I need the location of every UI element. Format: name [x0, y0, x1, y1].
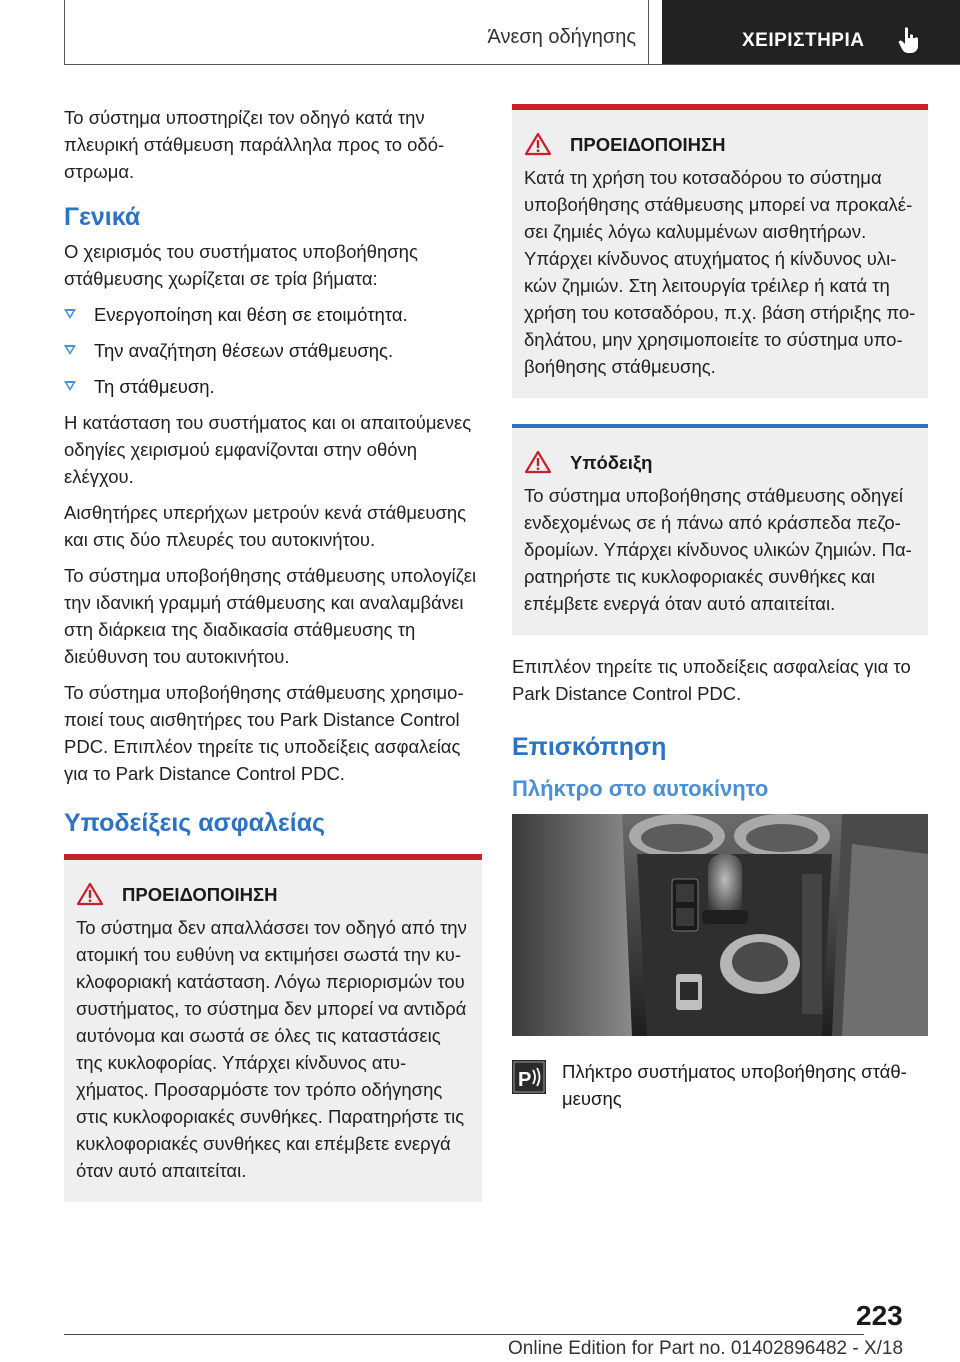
- right-column: [512, 104, 928, 1112]
- park-assist-button-icon: [512, 1060, 546, 1094]
- warning-triangle-icon: [76, 882, 104, 906]
- header-separator: [648, 0, 649, 64]
- intro-paragraph: Το σύστημα υποστηρίζει τον οδηγό κατά την πλευρική στάθμευση παράλληλα προς το οδόστρωμα.: [64, 107, 445, 182]
- header-bottom-rule: [64, 64, 960, 65]
- footer-edition: Online Edition for Part no. 01402896482 - X/18: [508, 1338, 904, 1359]
- after-note-paragraph: Επιπλέον τηρείτε τις υποδείξεις ασφαλείας για το Park Distance Control PDC.: [512, 656, 911, 704]
- warning-triangle-icon: [524, 450, 552, 474]
- warning-text: Κατά τη χρήση του κοτσαδόρου το σύστημα υποβοήθησης στάθμευσης μπορεί να προκαλέσει ζημιές λόγω καλυμμένων αισθητήρων. Υπάρχει κίνδυνος ατυχήματος ή κίνδυνος υλικών ζημιών. Στη λειτουργία τρέιλερ ή κατά τη χρήση του κοτσαδόρου, π.χ. βάση στήριξης ποδηλάτου, μην χρησιμοποιείτε το σύστημα υποβοήθησης στάθμευσης.: [524, 167, 916, 377]
- warning-text: Το σύστημα δεν απαλλάσσει τον οδηγό από την ατομική του ευθύνη να εκτιμήσει σωστά την κυκλοφοριακή κατάσταση. Λόγω περιορισμών του συστήματος, το σύστημα δεν μπορεί να αντιδρά αυτόνομα και σωστά σε όλες τις καταστάσεις της κυκλοφορίας. Υπάρχει κίνδυνος ατυχήματος. Προσαρμόστε τον τρόπο οδήγησης στις κυκλοφοριακές συνθήκες. Παρατηρήστε τις κυκλοφοριακές συνθήκες και επέμβετε ενεργά όταν αυτό απαιτείται.: [76, 917, 467, 1181]
- list-item: [64, 337, 482, 364]
- general-heading: Γενικά: [64, 203, 141, 231]
- steps-list: [64, 301, 482, 400]
- warning-title: [524, 132, 916, 158]
- page-number: 223: [856, 1300, 903, 1331]
- page-header: [0, 0, 960, 66]
- note-box: [512, 424, 928, 635]
- general-paragraph-4: Το σύστημα υποβοήθησης στάθμευσης υπολογίζει την ιδανική γραμμή στάθμευσης και αναλαμβάνει στη διάρκεια της διαδικασία στάθμευσης τη διεύθυνση του αυτοκινήτου.: [64, 565, 477, 667]
- center-console-photo: [512, 814, 928, 1036]
- step-text: Ενεργοποίηση και θέση σε ετοιμότητα.: [94, 304, 408, 325]
- note-title: [524, 450, 916, 476]
- bullet-triangle-icon: [64, 309, 76, 319]
- footer-rule: [64, 1334, 864, 1335]
- header-section-title: Άνεση οδήγησης: [487, 26, 636, 48]
- left-column: [64, 104, 482, 1216]
- pointing-hand-icon: [897, 26, 921, 54]
- warning-triangle-icon: [524, 132, 552, 156]
- general-paragraph-5: Το σύστημα υποβοήθησης στάθμευσης χρησιμοποιεί τους αισθητήρες του Park Distance Control PDC. Επιπλέον τηρείτε τις υποδείξεις ασφαλείας για το Park Distance Control PDC.: [64, 682, 464, 784]
- warning-title-text: ΠΡΟΕΙΔΟΠΟΙΗΣΗ: [570, 134, 726, 155]
- bullet-triangle-icon: [64, 345, 76, 355]
- warning-box: [64, 854, 482, 1202]
- overview-heading: Επισκόπηση: [512, 733, 667, 761]
- header-chapter-tab: [662, 0, 960, 64]
- bullet-triangle-icon: [64, 381, 76, 391]
- note-title-text: Υπόδειξη: [570, 452, 653, 473]
- header-chapter-label: ΧΕΙΡΙΣΤΗΡΙΑ: [742, 30, 865, 51]
- caption-text: Πλήκτρο συστήματος υποβοήθησης στάθμευσης: [562, 1061, 907, 1109]
- photo-caption: [512, 1058, 928, 1112]
- center-console-image: [512, 814, 928, 1036]
- general-paragraph-2: Η κατάσταση του συστήματος και οι απαιτούμενες οδηγίες χειρισμού εμφανίζονται στην οθόνη ελέγχου.: [64, 412, 472, 487]
- safety-heading: Υποδείξεις ασφαλείας: [64, 809, 326, 837]
- note-text: Το σύστημα υποβοήθησης στάθμευσης οδηγεί ενδεχομένως σε ή πάνω από κράσπεδα πεζοδρομίων. Υπάρχει κίνδυνος υλικών ζημιών. Παρατηρήστε τις κυκλοφοριακές συνθήκες και επέμβετε ενεργά όταν αυτό απαιτείται.: [524, 485, 912, 614]
- list-item: [64, 373, 482, 400]
- general-paragraph-3: Αισθητήρες υπερήχων μετρούν κενά στάθμευσης και στις δύο πλευρές του αυτοκινήτου.: [64, 502, 467, 550]
- header-left-rule: [64, 0, 65, 64]
- general-paragraph-1: Ο χειρισμός του συστήματος υποβοήθησης στάθμευσης χωρίζεται σε τρία βήματα:: [64, 241, 418, 289]
- step-text: Τη στάθμευση.: [94, 376, 215, 397]
- svg-text:P: P: [518, 1069, 532, 1091]
- warning-title-text: ΠΡΟΕΙΔΟΠΟΙΗΣΗ: [122, 884, 278, 905]
- warning-title: [76, 882, 470, 908]
- list-item: [64, 301, 482, 328]
- step-text: Την αναζήτηση θέσεων στάθμευσης.: [94, 340, 394, 361]
- button-heading: Πλήκτρο στο αυτοκίνητο: [512, 776, 769, 801]
- warning-box: [512, 104, 928, 398]
